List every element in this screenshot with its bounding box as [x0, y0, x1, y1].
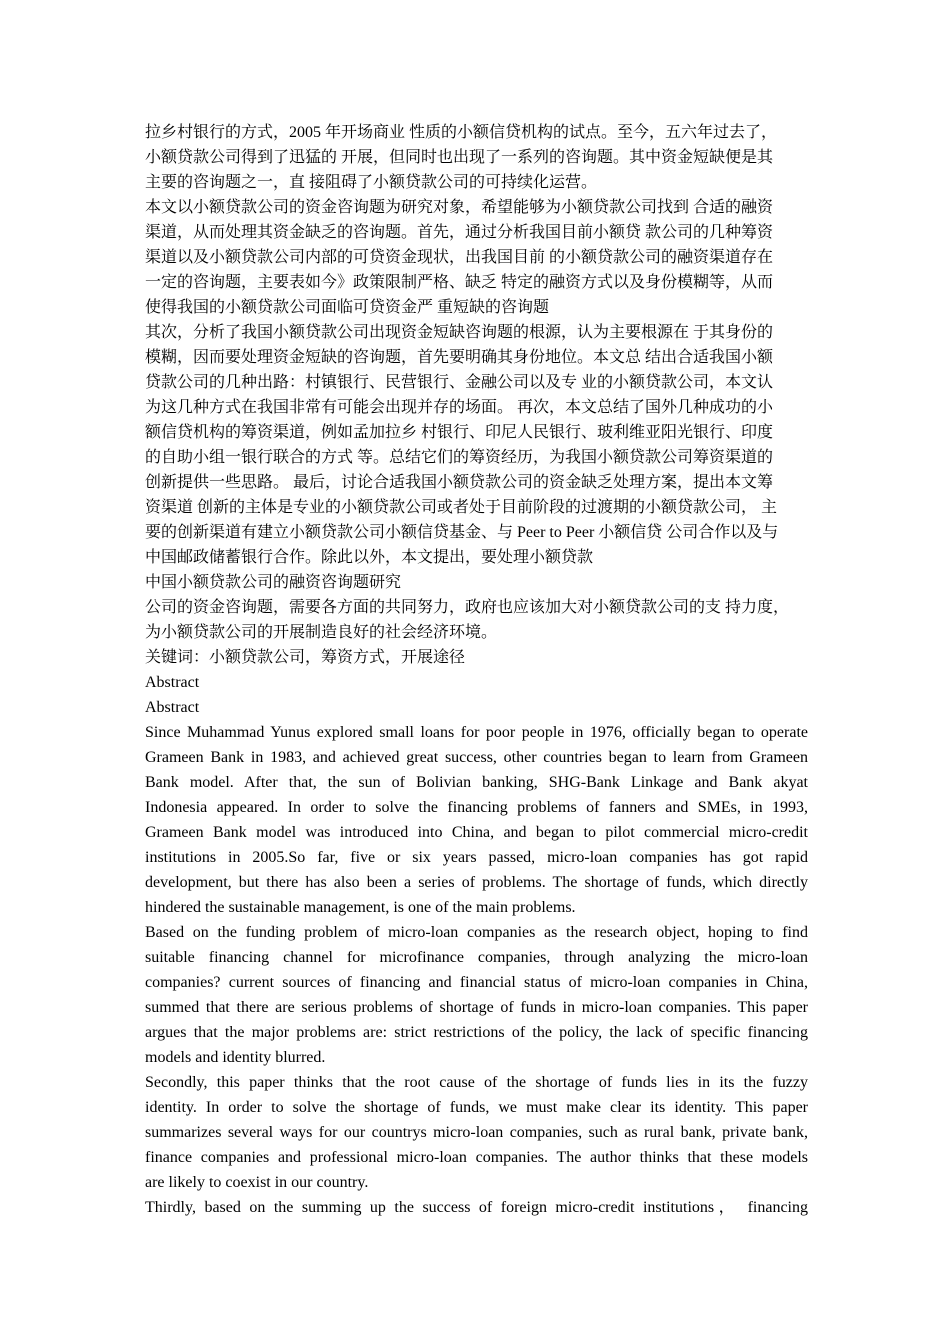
- text-line: 渠道，从而处理其资金缺乏的咨询题。首先，通过分析我国目前小额贷 款公司的几种筹资: [145, 224, 774, 241]
- text-line: summed that there are serious problems of shortage of funds in micro-loan companies. This paper: [145, 999, 808, 1016]
- text-line: 额信贷机构的筹资渠道，例如孟加拉乡 村银行、印尼人民银行、玻利维亚阳光银行、印度: [145, 424, 774, 441]
- text-line: Indonesia appeared. In order to solve the financing problems of fanners and SMEs, in 1993,: [145, 799, 808, 816]
- text-line: 关键词：小额贷款公司，筹资方式，开展途径: [145, 649, 466, 666]
- text-line: argues that the major problems are: strict restrictions of the policy, the lack of specific financing: [145, 1024, 808, 1041]
- text-line: Abstract: [145, 674, 200, 691]
- text-line: Bank model. After that, the sun of Bolivian banking, SHG-Bank Linkage and Bank akyat: [145, 774, 808, 791]
- text-line: companies? current sources of financing and financial status of micro-loan companies in China,: [145, 974, 808, 991]
- text-line: 资渠道 创新的主体是专业的小额贷款公司或者处于目前阶段的过渡期的小额贷款公司， 主: [145, 499, 778, 516]
- text-line: Since Muhammad Yunus explored small loans for poor people in 1976, officially began to operate: [145, 724, 808, 741]
- text-line: suitable financing channel for microfinance companies, through analyzing the micro-loan: [145, 949, 808, 966]
- text-line: Grameen Bank in 1983, and achieved great success, other countries began to learn from Grameen: [145, 749, 808, 766]
- text-line: 贷款公司的几种出路：村镇银行、民营银行、金融公司以及专 业的小额贷款公司，本文认: [145, 374, 774, 391]
- text-line: Abstract: [145, 699, 200, 716]
- text-line: Grameen Bank model was introduced into China, and began to pilot commercial micro-credit: [145, 824, 808, 841]
- text-line: 要的创新渠道有建立小额贷款公司小额信贷基金、与 Peer to Peer 小额信贷 公司合作以及与: [145, 524, 779, 541]
- text-line: 中国小额贷款公司的融资咨询题研究: [145, 574, 402, 591]
- text-line: 渠道以及小额贷款公司内部的可贷资金现状，出我国目前 的小额贷款公司的融资渠道存在: [145, 249, 774, 266]
- text-line: 公司的资金咨询题，需要各方面的共同努力，政府也应该加大对小额贷款公司的支 持力度，: [145, 599, 790, 616]
- text-line: Based on the funding problem of micro-loan companies as the research object, hoping to find: [145, 924, 808, 941]
- text-line: institutions in 2005.So far, five or six years passed, micro-loan companies has got rapid: [145, 849, 808, 866]
- document-page: [145, 120, 808, 1220]
- text-line: are likely to coexist in our country.: [145, 1174, 369, 1191]
- text-line: 其次，分析了我国小额贷款公司出现资金短缺咨询题的根源，认为主要根源在 于其身份的: [145, 324, 774, 341]
- text-line: 小额贷款公司得到了迅猛的 开展，但同时也出现了一系列的咨询题。其中资金短缺便是其: [145, 149, 774, 166]
- text-line: 主要的咨询题之一，直 接阻碍了小额贷款公司的可持续化运营。: [145, 174, 598, 191]
- chinese-abstract: [145, 120, 808, 720]
- text-line: development, but there has also been a series of problems. The shortage of funds, which directly: [145, 874, 808, 891]
- english-abstract: [145, 720, 808, 1220]
- text-line: 本文以小额贷款公司的资金咨询题为研究对象，希望能够为小额贷款公司找到 合适的融资: [145, 199, 774, 216]
- text-line: hindered the sustainable management, is one of the main problems.: [145, 899, 576, 916]
- text-line: 使得我国的小额贷款公司面临可贷资金严 重短缺的咨询题: [145, 299, 550, 316]
- text-line: summarizes several ways for our countrys micro-loan companies, such as rural bank, private bank,: [145, 1124, 808, 1141]
- text-line: 拉乡村银行的方式，2005 年开场商业 性质的小额信贷机构的试点。至今，五六年过去了，: [145, 124, 778, 141]
- text-line: 的自助小组一银行联合的方式 等。总结它们的筹资经历，为我国小额贷款公司筹资渠道的: [145, 449, 774, 466]
- text-line: finance companies and professional micro-loan companies. The author thinks that these models: [145, 1149, 808, 1166]
- text-line: 一定的咨询题，主要表如今》政策限制严格、缺乏 特定的融资方式以及身份模糊等，从而: [145, 274, 774, 291]
- text-line: identity. In order to solve the shortage of funds, we must make clear its identity. This paper: [145, 1099, 808, 1116]
- text-line: 中国邮政储蓄银行合作。除此以外，本文提出，要处理小额贷款: [145, 549, 594, 566]
- text-line: 创新提供一些思路。 最后，讨论合适我国小额贷款公司的资金缺乏处理方案，提出本文筹: [145, 474, 774, 491]
- text-line: 为小额贷款公司的开展制造良好的社会经济环境。: [145, 624, 498, 641]
- text-line: 模糊，因而要处理资金短缺的咨询题，首先要明确其身份地位。本文总 结出合适我国小额: [145, 349, 774, 366]
- text-line: Thirdly, based on the summing up the success of foreign micro-credit institutions， financing: [145, 1199, 808, 1216]
- text-line: Secondly, this paper thinks that the root cause of the shortage of funds lies in its the fuzzy: [145, 1074, 808, 1091]
- text-line: models and identity blurred.: [145, 1049, 326, 1066]
- text-line: 为这几种方式在我国非常有可能会出现并存的场面。 再次，本文总结了国外几种成功的小: [145, 399, 774, 416]
